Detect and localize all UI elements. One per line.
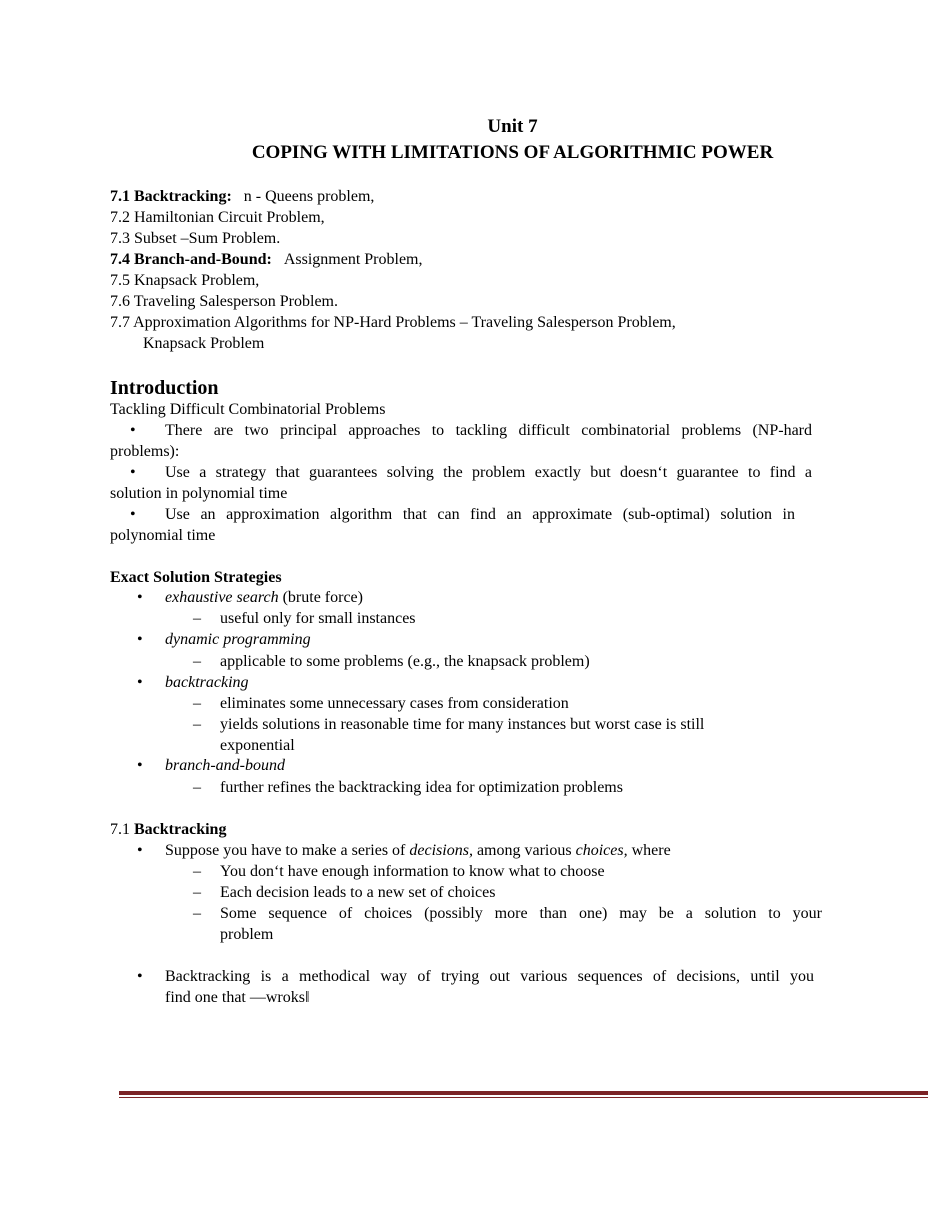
intro-bullet-1-cont: problems): — [110, 443, 180, 460]
dash-icon: – — [193, 610, 201, 627]
strategy-branch-bound: branch-and-bound — [165, 757, 285, 774]
toc-line-4: 7.4 Branch-and-Bound: Assignment Problem, — [110, 251, 423, 268]
unit-heading: Unit 7 — [487, 116, 538, 137]
dash-icon: – — [193, 905, 201, 922]
toc-line-3: 7.3 Subset –Sum Problem. — [110, 230, 281, 247]
toc-line-1: 7.1 Backtracking: n - Queens problem, — [110, 188, 375, 205]
toc-line-2: 7.2 Hamiltonian Circuit Problem, — [110, 209, 325, 226]
intro-heading: Introduction — [110, 377, 219, 399]
toc-line-5: 7.5 Knapsack Problem, — [110, 272, 260, 289]
backtracking-sub-2: Each decision leads to a new set of choices — [220, 884, 496, 901]
backtracking-sub-1: You don‘t have enough information to know what to choose — [220, 863, 605, 880]
bullet-icon: • — [137, 968, 143, 985]
intro-bullet-2: Use a strategy that guarantees solving the problem exactly but doesn‘t guarantee to find a — [165, 464, 812, 481]
strategy-backtracking-note-2: yields solutions in reasonable time for many instances but worst case is still — [220, 716, 705, 733]
strategy-backtracking-note-1: eliminates some unnecessary cases from consideration — [220, 695, 569, 712]
bullet-icon: • — [137, 757, 143, 774]
dash-icon: – — [193, 863, 201, 880]
strategy-dynamic: dynamic programming — [165, 631, 311, 648]
strategy-backtracking: backtracking — [165, 674, 249, 691]
strategy-backtracking-note-2-cont: exponential — [220, 737, 295, 754]
backtracking-sub-3: Some sequence of choices (possibly more than one) may be a solution to your — [220, 905, 822, 922]
intro-bullet-3-cont: polynomial time — [110, 527, 216, 544]
footer-rule-thick — [119, 1091, 928, 1095]
toc-line-6: 7.6 Traveling Salesperson Problem. — [110, 293, 338, 310]
chapter-title: COPING WITH LIMITATIONS OF ALGORITHMIC POWER — [251, 142, 774, 163]
dash-icon: – — [193, 695, 201, 712]
strategy-dynamic-note: applicable to some problems (e.g., the knapsack problem) — [220, 653, 590, 670]
bullet-icon: • — [137, 631, 143, 648]
intro-bullet-3: Use an approximation algorithm that can find an approximate (sub-optimal) solution in — [165, 506, 795, 523]
footer-rule-thin — [119, 1097, 928, 1098]
bullet-icon: • — [137, 842, 143, 859]
intro-subheading: Tackling Difficult Combinatorial Problems — [110, 401, 386, 418]
backtracking-point-1: Suppose you have to make a series of decisions, among various choices, where — [165, 842, 671, 859]
strategy-exhaustive-note: useful only for small instances — [220, 610, 416, 627]
dash-icon: – — [193, 653, 201, 670]
bullet-icon: • — [130, 422, 136, 439]
backtracking-sub-3-cont: problem — [220, 926, 274, 943]
strategy-exhaustive: exhaustive search (brute force) — [165, 589, 363, 606]
bullet-icon: • — [137, 674, 143, 691]
intro-bullet-2-cont: solution in polynomial time — [110, 485, 288, 502]
bullet-icon: • — [137, 589, 143, 606]
dash-icon: – — [193, 884, 201, 901]
bullet-icon: • — [130, 506, 136, 523]
exact-heading: Exact Solution Strategies — [110, 569, 282, 586]
strategy-branch-bound-note: further refines the backtracking idea for optimization problems — [220, 779, 623, 796]
toc-line-7-cont: Knapsack Problem — [143, 335, 265, 352]
backtracking-point-2: Backtracking is a methodical way of trying out various sequences of decisions, until you — [165, 968, 814, 985]
dash-icon: – — [193, 716, 201, 733]
bullet-icon: • — [130, 464, 136, 481]
toc-line-7: 7.7 Approximation Algorithms for NP-Hard Problems – Traveling Salesperson Problem, — [110, 314, 676, 331]
section-heading-backtracking: 7.1 Backtracking — [110, 821, 227, 838]
backtracking-point-2-cont: find one that ―wroks‖ — [165, 989, 310, 1006]
intro-bullet-1: There are two principal approaches to tackling difficult combinatorial problems (NP-hard — [165, 422, 812, 439]
dash-icon: – — [193, 779, 201, 796]
